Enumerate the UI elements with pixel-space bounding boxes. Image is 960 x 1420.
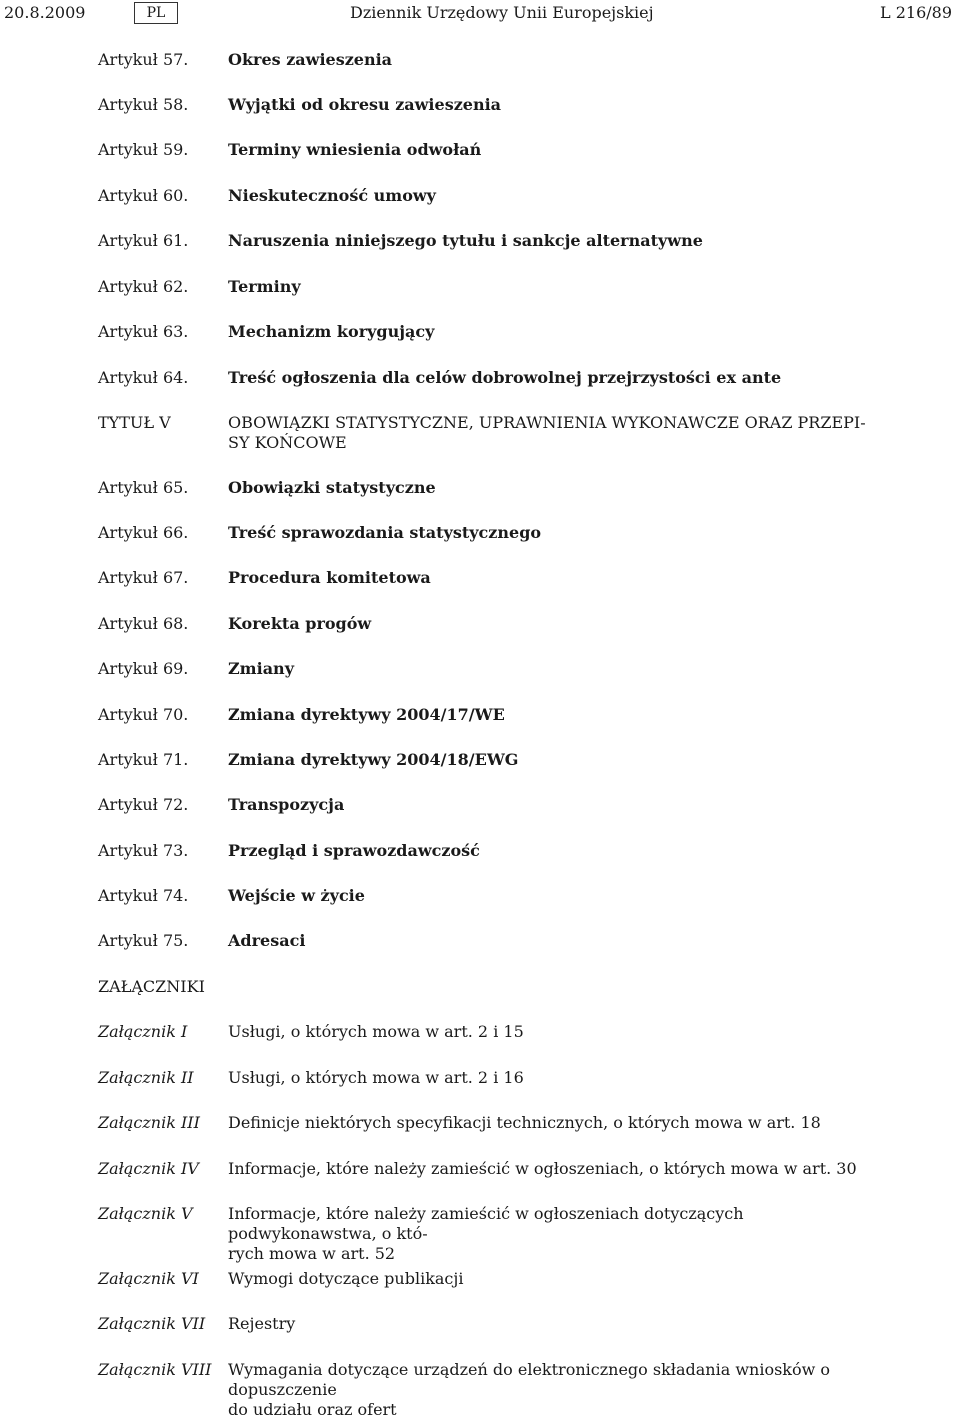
annex-label: Załącznik I bbox=[98, 1022, 188, 1041]
entry-label: Artykuł 74. bbox=[98, 886, 189, 905]
entry-label: Artykuł 64. bbox=[98, 368, 189, 387]
annex-label: Załącznik IV bbox=[98, 1159, 199, 1178]
page-reference: L 216/89 bbox=[880, 3, 952, 22]
entry-label: Artykuł 59. bbox=[98, 140, 189, 159]
entry-title: Wyjątki od okresu zawieszenia bbox=[228, 95, 502, 114]
entry-title: Obowiązki statystyczne bbox=[228, 478, 436, 497]
entry-label: Artykuł 68. bbox=[98, 614, 189, 633]
annex-label: Załącznik VI bbox=[98, 1269, 199, 1288]
entry-title: Zmiana dyrektywy 2004/17/WE bbox=[228, 705, 505, 724]
entry-title: OBOWIĄZKI STATYSTYCZNE, UPRAWNIENIA WYKONAWCZE ORAZ PRZEPI- SY KOŃCOWE bbox=[228, 413, 866, 452]
annex-label: Załącznik II bbox=[98, 1068, 194, 1087]
entry-label: Artykuł 62. bbox=[98, 277, 189, 296]
entry-title: Wejście w życie bbox=[228, 886, 365, 905]
annex-title: Informacje, które należy zamieścić w ogłoszeniach, o których mowa w art. 30 bbox=[228, 1159, 857, 1178]
annex-title: Definicje niektórych specyfikacji technicznych, o których mowa w art. 18 bbox=[228, 1113, 821, 1132]
entry-label: Artykuł 71. bbox=[98, 750, 189, 769]
publication-date: 20.8.2009 bbox=[4, 3, 86, 22]
annex-title: Usługi, o których mowa w art. 2 i 15 bbox=[228, 1022, 524, 1041]
entry-label: Artykuł 72. bbox=[98, 795, 189, 814]
annex-title: Wymogi dotyczące publikacji bbox=[228, 1269, 464, 1288]
journal-title: Dziennik Urzędowy Unii Europejskiej bbox=[350, 3, 654, 22]
entry-title: Nieskuteczność umowy bbox=[228, 186, 436, 205]
entry-title: Transpozycja bbox=[228, 795, 345, 814]
entry-label: TYTUŁ V bbox=[98, 413, 171, 432]
entry-label: Artykuł 75. bbox=[98, 931, 189, 950]
annex-label: Załącznik III bbox=[98, 1113, 200, 1132]
entry-label: Artykuł 70. bbox=[98, 705, 189, 724]
entry-label: Artykuł 69. bbox=[98, 659, 189, 678]
entry-title: Treść ogłoszenia dla celów dobrowolnej przejrzystości ex ante bbox=[228, 368, 782, 387]
entry-label: Artykuł 57. bbox=[98, 50, 189, 69]
language-badge: PL bbox=[134, 2, 178, 24]
entry-title: Zmiana dyrektywy 2004/18/EWG bbox=[228, 750, 519, 769]
entry-title: Przegląd i sprawozdawczość bbox=[228, 841, 480, 860]
entry-label: Artykuł 66. bbox=[98, 523, 189, 542]
entry-label: Artykuł 58. bbox=[98, 95, 189, 114]
entry-label: Artykuł 61. bbox=[98, 231, 189, 250]
entry-label: Artykuł 67. bbox=[98, 568, 189, 587]
annex-title: Informacje, które należy zamieścić w ogłoszeniach dotyczących podwykonawstwa, o któ- rych mowa w art. 52 bbox=[228, 1204, 744, 1263]
annex-title: Usługi, o których mowa w art. 2 i 16 bbox=[228, 1068, 524, 1087]
entry-label: Artykuł 63. bbox=[98, 322, 189, 341]
page-header bbox=[0, 0, 960, 26]
entry-title: Adresaci bbox=[228, 931, 306, 950]
entry-title: Okres zawieszenia bbox=[228, 50, 393, 69]
annex-label: Załącznik VII bbox=[98, 1314, 206, 1333]
entry-title: Zmiany bbox=[228, 659, 294, 678]
annex-label: Załącznik VIII bbox=[98, 1360, 212, 1379]
entry-title: Terminy wniesienia odwołań bbox=[228, 140, 482, 159]
entry-title: Terminy bbox=[228, 277, 301, 296]
entry-label: Artykuł 60. bbox=[98, 186, 189, 205]
annex-title: Rejestry bbox=[228, 1314, 296, 1333]
entry-title: Treść sprawozdania statystycznego bbox=[228, 523, 542, 542]
entry-title: Procedura komitetowa bbox=[228, 568, 431, 587]
entry-title: Korekta progów bbox=[228, 614, 372, 633]
annex-label: Załącznik V bbox=[98, 1204, 193, 1223]
annex-title: Wymagania dotyczące urządzeń do elektronicznego składania wniosków o dopuszczenie do udziału oraz ofert bbox=[228, 1360, 831, 1419]
entry-title: Naruszenia niniejszego tytułu i sankcje alternatywne bbox=[228, 231, 703, 250]
entry-label: Artykuł 73. bbox=[98, 841, 189, 860]
entry-label: Artykuł 65. bbox=[98, 478, 189, 497]
annexes-heading: ZAŁĄCZNIKI bbox=[98, 977, 205, 996]
entry-title: Mechanizm korygujący bbox=[228, 322, 435, 341]
